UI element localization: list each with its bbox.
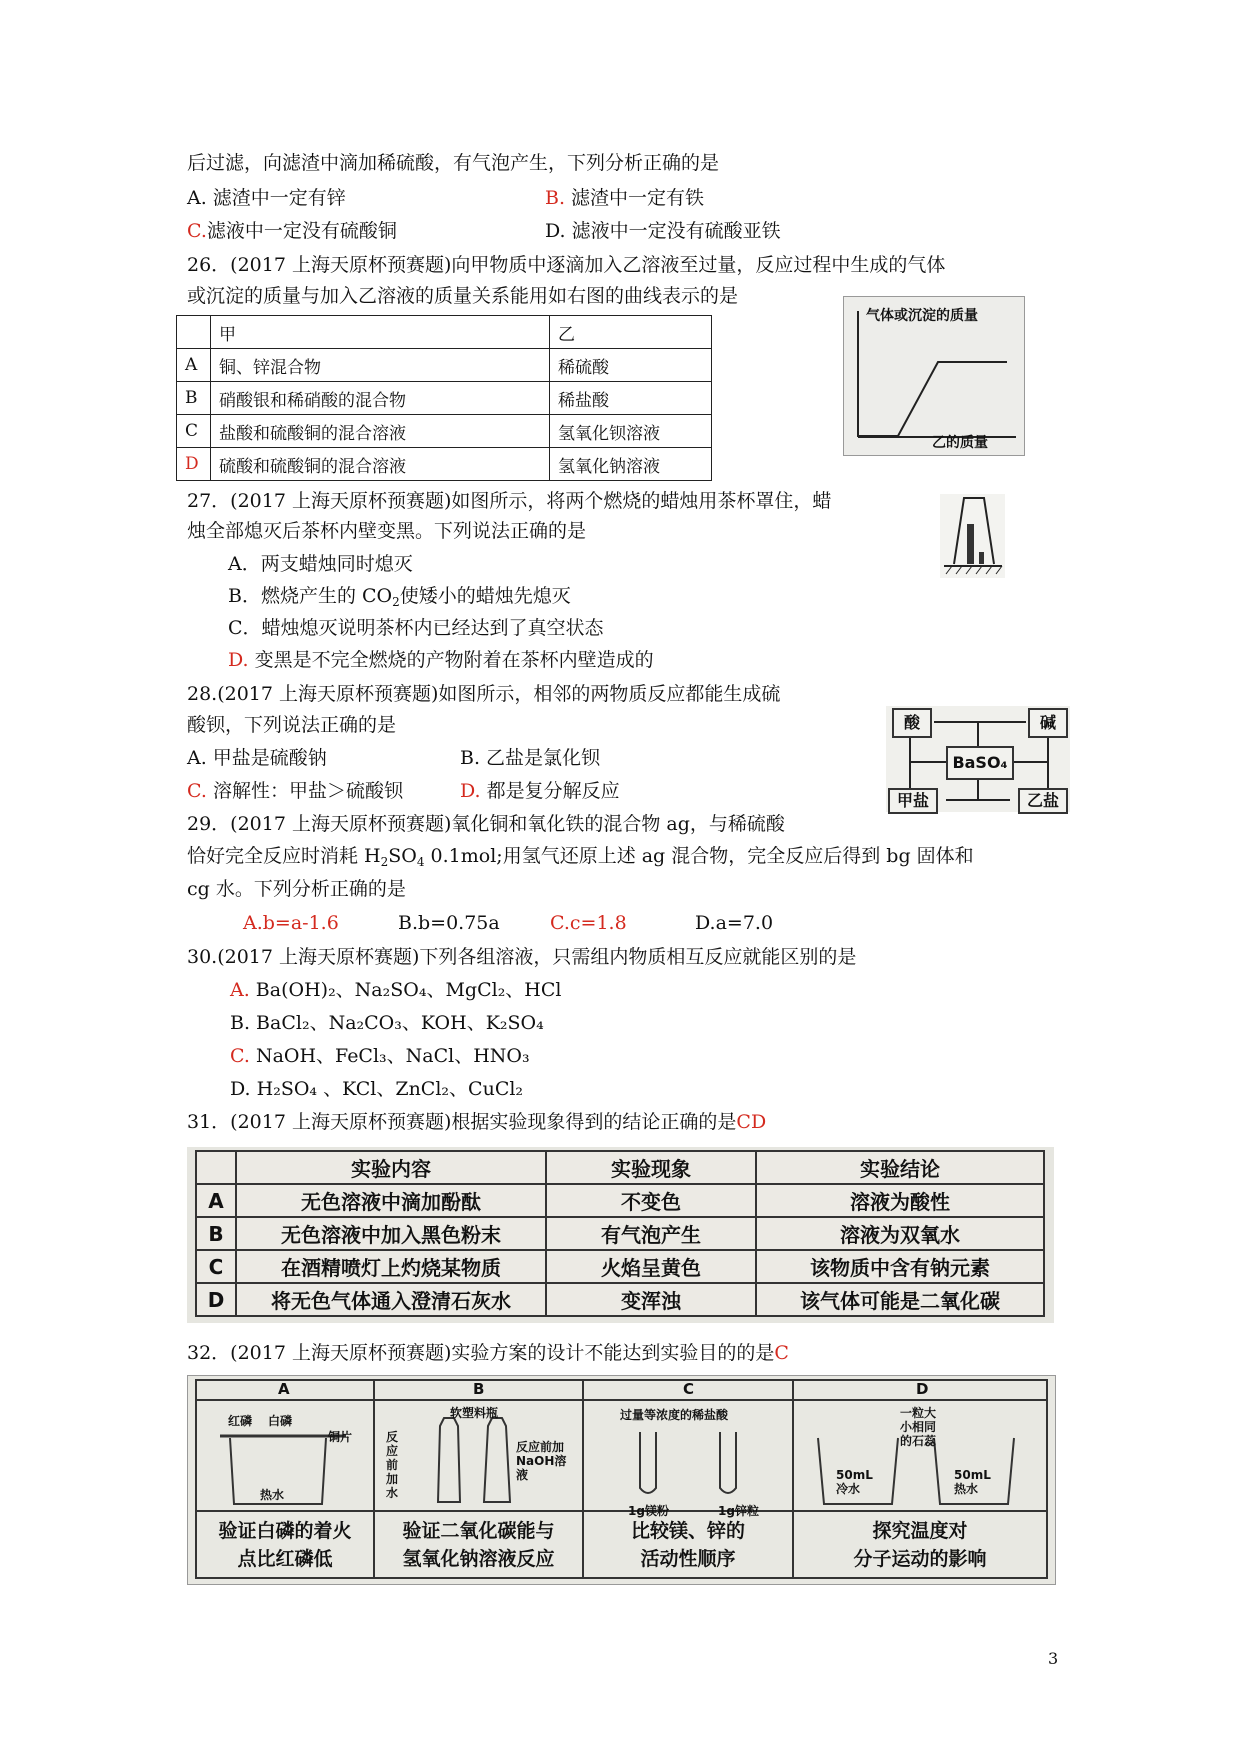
table-row: B 硝酸银和稀硝酸的混合物 稀盐酸 — [177, 382, 712, 415]
question-text: 后过滤，向滤渣中滴加稀硫酸，有气泡产生，下列分析正确的是 — [187, 152, 720, 174]
option-d: D. 变黑是不完全燃烧的产物附着在茶杯内壁造成的 — [228, 649, 654, 671]
question-26: 26．(2017 上海天原杯预赛题)向甲物质中逐滴加入乙溶液至过量，反应过程中生成的气体 — [187, 254, 946, 276]
option-a: A. 滤渣中一定有锌 — [187, 187, 346, 209]
option-b: B．燃烧产生的 $CO_2$使矮小的蜡烛先熄灭 — [228, 585, 571, 609]
option-d: D. 滤液中一定没有硫酸亚铁 — [545, 220, 781, 242]
candle-cup-figure — [940, 494, 1005, 578]
q32-figure: A B C D 红磷 白磷 铜片 热水 反应前加水 软塑料瓶 反应前加NaOH溶液 过量等浓度的稀盐酸 1g镁粉 1g锌粒 一粒大小相同的石蕊 50mL冷水 50mL热水 验证白磷的着火 点比红磷低 验证二氧化碳能与 氢氧化钠溶液反应 比较镁、锌的 活动性顺序 探究温度对 分子运动的影响 — [187, 1375, 1056, 1585]
table-row: D 硫酸和硫酸铜的混合溶液 氢氧化钠溶液 — [177, 448, 712, 481]
question-32: 32．(2017 上海天原杯预赛题)实验方案的设计不能达到实验目的的是C — [187, 1342, 789, 1364]
table-row: C 在酒精喷灯上灼烧某物质 火焰呈黄色 该物质中含有钠元素 — [196, 1250, 1044, 1283]
question-31: 31．(2017 上海天原杯预赛题)根据实验现象得到的结论正确的是CD — [187, 1111, 767, 1133]
option-a: A. 甲盐是硫酸钠 — [187, 747, 327, 769]
table-row: D 将无色气体通入澄清石灰水 变浑浊 该气体可能是二氧化碳 — [196, 1283, 1044, 1316]
option-b: B. 滤渣中一定有铁 — [545, 187, 705, 209]
question-29: 29．(2017 上海天原杯预赛题)氧化铜和氧化铁的混合物 ag，与稀硫酸 — [187, 813, 785, 835]
option-b: B.b=0.75a — [398, 912, 500, 934]
option-b: B. BaCl₂、Na₂CO₃、KOH、K₂SO₄ — [230, 1012, 544, 1034]
q28-diagram: 酸 碱 BaSO₄ 甲盐 乙盐 — [886, 706, 1070, 812]
answer-key: C — [774, 1342, 789, 1364]
option-c: C.滤液中一定没有硫酸铜 — [187, 220, 397, 242]
q26-table: 甲 乙 A 铜、锌混合物 稀硫酸 B 硝酸银和稀硝酸的混合物 稀盐酸 C 盐酸和硫酸铜的混合溶液 氢氧化钡溶液 D 硫酸和硫酸铜的混合溶液 氢氧化钠溶液 — [176, 315, 712, 481]
option-c: C.c=1.8 — [550, 912, 627, 934]
answer-key: CD — [736, 1111, 767, 1133]
option-c: C．蜡烛熄灭说明茶杯内已经达到了真空状态 — [228, 617, 604, 639]
option-a: A.b=a-1.6 — [243, 912, 339, 934]
table-row: C 盐酸和硫酸铜的混合溶液 氢氧化钡溶液 — [177, 415, 712, 448]
option-a: A. Ba(OH)₂、Na₂SO₄、MgCl₂、HCl — [230, 979, 562, 1001]
question-27-cont: 烛全部熄灭后茶杯内壁变黑。下列说法正确的是 — [187, 520, 587, 542]
option-d: D. H₂SO₄ 、KCl、ZnCl₂、CuCl₂ — [230, 1078, 524, 1100]
page-number: 3 — [1048, 1649, 1059, 1668]
question-30: 30.(2017 上海天原杯赛题)下列各组溶液，只需组内物质相互反应就能区别的是 — [187, 946, 857, 968]
question-27: 27．(2017 上海天原杯预赛题)如图所示，将两个燃烧的蜡烛用茶杯罩住，蜡 — [187, 490, 832, 512]
question-29-cont: 恰好完全反应时消耗 $H_2SO_4$ 0.1mol;用氢气还原上述 ag 混合物，完全反应后得到 bg 固体和 — [187, 845, 974, 869]
option-c: C. 溶解性：甲盐＞硫酸钡 — [187, 780, 403, 802]
option-d: D.a=7.0 — [695, 912, 774, 934]
question-26-cont: 或沉淀的质量与加入乙溶液的质量关系能用如右图的曲线表示的是 — [187, 285, 739, 307]
option-b: B. 乙盐是氯化钡 — [460, 747, 601, 769]
option-a: A．两支蜡烛同时熄灭 — [228, 553, 413, 575]
table-row: A 铜、锌混合物 稀硫酸 — [177, 349, 712, 382]
q26-graph: 气体或沉淀的质量 乙的质量 — [843, 296, 1025, 456]
table-row: B 无色溶液中加入黑色粉末 有气泡产生 溶液为双氧水 — [196, 1217, 1044, 1250]
option-d: D. 都是复分解反应 — [460, 780, 620, 802]
question-28: 28.(2017 上海天原杯预赛题)如图所示，相邻的两物质反应都能生成硫 — [187, 683, 781, 705]
option-c: C. NaOH、FeCl₃、NaCl、HNO₃ — [230, 1045, 530, 1067]
q31-table: 实验内容 实验现象 实验结论 A 无色溶液中滴加酚酞 不变色 溶液为酸性 B 无色溶液中加入黑色粉末 有气泡产生 溶液为双氧水 C 在酒精喷灯上灼烧某物质 火焰呈黄色 该物质中含有钠元素 D 将无色气体通入澄清石灰水 变浑浊 该气体可能是二氧化碳 — [195, 1150, 1045, 1317]
question-28-cont: 酸钡，下列说法正确的是 — [187, 714, 397, 736]
table-row: A 无色溶液中滴加酚酞 不变色 溶液为酸性 — [196, 1184, 1044, 1217]
question-29-cont: cg 水。下列分析正确的是 — [187, 878, 406, 900]
